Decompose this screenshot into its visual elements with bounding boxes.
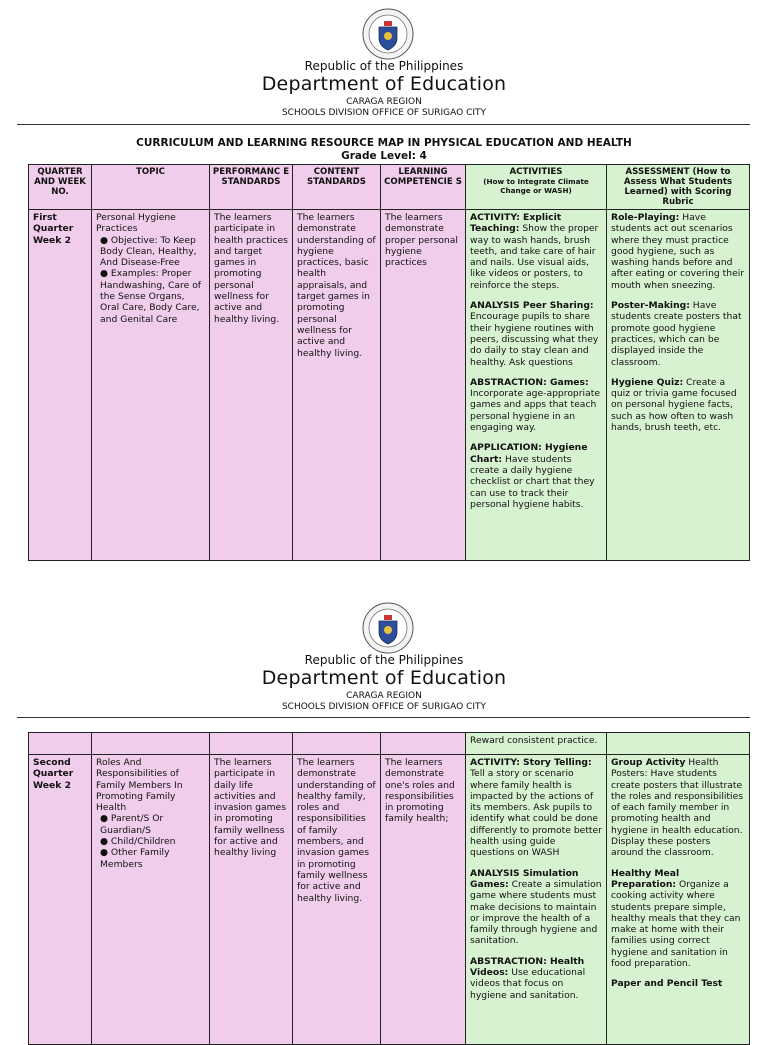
col-performance-header: PERFORMANC E STANDARDS (210, 165, 293, 210)
grade-level: Grade Level: 4 (341, 150, 427, 162)
topic-cell (92, 210, 210, 561)
republic-text: Republic of the Philippines (304, 653, 464, 667)
region-text: CARAGA REGION (346, 691, 422, 701)
assessment-block: Paper and Pencil Test (611, 978, 723, 990)
assessment-cell (607, 755, 750, 1045)
table-header-row (29, 165, 750, 210)
table-row (29, 755, 750, 1045)
content-cell: The learners demonstrate understanding of healthy family, roles and responsibilities of family members, and invasion games in promoting family wellness for active and healthy living. (293, 755, 381, 1045)
performance-cell: The learners participate in health practices and target games in promoting personal wellness for active and healthy living. (210, 210, 293, 561)
topic-cell (92, 755, 210, 1045)
republic-text: Republic of the Philippines (304, 59, 464, 73)
resource-map-table-continued (28, 732, 750, 1045)
col-quarter-header: QUARTER AND WEEK NO. (29, 165, 92, 210)
topic-bullet: ● Parent/S Or Guardian/S (100, 813, 164, 836)
col-competencies-header: LEARNING COMPETENCIE S (381, 165, 466, 210)
quarter-cell: First Quarter Week 2 (29, 210, 92, 561)
topic-bullet: ● Examples: Proper Handwashing, Care of the Sense Organs, Oral Care, Body Care, and Genital Care (100, 268, 202, 325)
assessment-cell (607, 210, 750, 561)
topic-title: Roles And Responsibilities of Family Members In Promoting Family Health (96, 757, 183, 814)
topic-bullet: ● Other Family Members (100, 847, 170, 870)
topic-bullet: ● Objective: To Keep Body Clean, Healthy, And Disease-Free (100, 234, 197, 269)
assessment-block: Role-Playing: Have students act out scenarios where they must practice good hygiene, such as washing hands before and after eating or covering their mouth when sneezing. (611, 212, 745, 291)
abstraction-block: ABSTRACTION: Health Videos: Use educational videos that focus on hygiene and sanitation. (470, 955, 586, 1001)
activities-cell (466, 755, 607, 1045)
competencies-cell (381, 733, 466, 755)
activities-title: ACTIVITIES (509, 167, 563, 177)
activity-block: ACTIVITY: Explicit Teaching: Show the proper way to wash hands, brush teeth, and take care of hair and nails. Use visual aids, like videos or posters, to reinforce the steps. (470, 212, 599, 291)
col-content-header: CONTENT STANDARDS (293, 165, 381, 210)
quarter-cell: Second Quarter Week 2 (29, 755, 92, 1045)
activities-cell: Reward consistent practice. (466, 733, 607, 755)
performance-cell (210, 733, 293, 755)
division-text: SCHOOLS DIVISION OFFICE OF SURIGAO CITY (281, 108, 487, 118)
competencies-cell: The learners demonstrate proper personal hygiene practices (381, 210, 466, 561)
assessment-block: Healthy Meal Preparation: Organize a cooking activity where students prepare simple, healthy meals that they can make at home with their families using correct hygiene and sanitation in food preparation. (611, 867, 741, 970)
table-row (29, 210, 750, 561)
col-activities-header (466, 165, 607, 210)
topic-title: Personal Hygiene Practices (96, 212, 176, 235)
department-title: Department of Education (261, 667, 507, 689)
page-2 (0, 590, 768, 1024)
header-divider (17, 124, 750, 125)
topic-cell (92, 733, 210, 755)
assessment-block: Poster-Making: Have students create posters that promote good hygiene practices, which can be displayed inside the classroom. (611, 300, 742, 368)
abstraction-block: ABSTRACTION: Games: Incorporate age-appropriate games and apps that teach personal hygiene in an engaging way. (470, 376, 600, 434)
resource-map-table (28, 164, 750, 561)
document-title: CURRICULUM AND LEARNING RESOURCE MAP IN PHYSICAL EDUCATION AND HEALTH (136, 137, 632, 149)
competencies-cell: The learners demonstrate one's roles and responsibilities in promoting family health; (381, 755, 466, 1045)
activity-block: ACTIVITY: Story Telling: Tell a story or scenario where family health is impacted by the actions of its members. Ask pupils to identify what could be done differently to promote better health using guide questions on WASH (470, 757, 602, 859)
quarter-cell (29, 733, 92, 755)
division-text: SCHOOLS DIVISION OFFICE OF SURIGAO CITY (281, 702, 487, 712)
analysis-block: ANALYSIS Peer Sharing: Encourage pupils to share their hygiene routines with peers, discussing what they do daily to stay clean and healthy. Ask questions (470, 300, 599, 368)
application-block: APPLICATION: Hygiene Chart: Have students create a daily hygiene checklist or chart that they can use to track their personal hygiene habits. (470, 442, 595, 510)
col-topic-header: TOPIC (92, 165, 210, 210)
deped-seal-logo (362, 8, 414, 60)
assessment-block: Group Activity Health Posters: Have students create posters that illustrate the roles and responsibilities of each family member in promoting health and hygiene in health education. Display these posters around the classroom. (611, 757, 744, 859)
performance-cell: The learners participate in daily life activities and invasion games in promoting family wellness for active and healthy living (210, 755, 293, 1045)
content-cell: The learners demonstrate understanding of hygiene practices, basic health appraisals, and target games in promoting personal wellness for active and healthy living. (293, 210, 381, 561)
col-assessment-header: ASSESSMENT (How to Assess What Students Learned) with Scoring Rubric (607, 165, 750, 210)
activities-subtitle: (How to Integrate Climate Change or WASH) (483, 177, 589, 195)
department-title: Department of Education (261, 73, 507, 95)
activities-cell (466, 210, 607, 561)
header-divider (17, 717, 750, 718)
analysis-block: ANALYSIS Simulation Games: Create a simulation game where students must make decisions to maintain or improve the health of a family through hygiene and sanitation. (470, 867, 602, 947)
table-row (29, 733, 750, 755)
assessment-cell (607, 733, 750, 755)
region-text: CARAGA REGION (346, 97, 422, 107)
content-cell (293, 733, 381, 755)
deped-seal-logo (362, 602, 414, 654)
topic-bullet: ● Child/Children (100, 836, 176, 848)
assessment-block: Hygiene Quiz: Create a quiz or trivia game focused on personal hygiene facts, such as how often to wash hands, brush teeth, etc. (611, 376, 737, 434)
